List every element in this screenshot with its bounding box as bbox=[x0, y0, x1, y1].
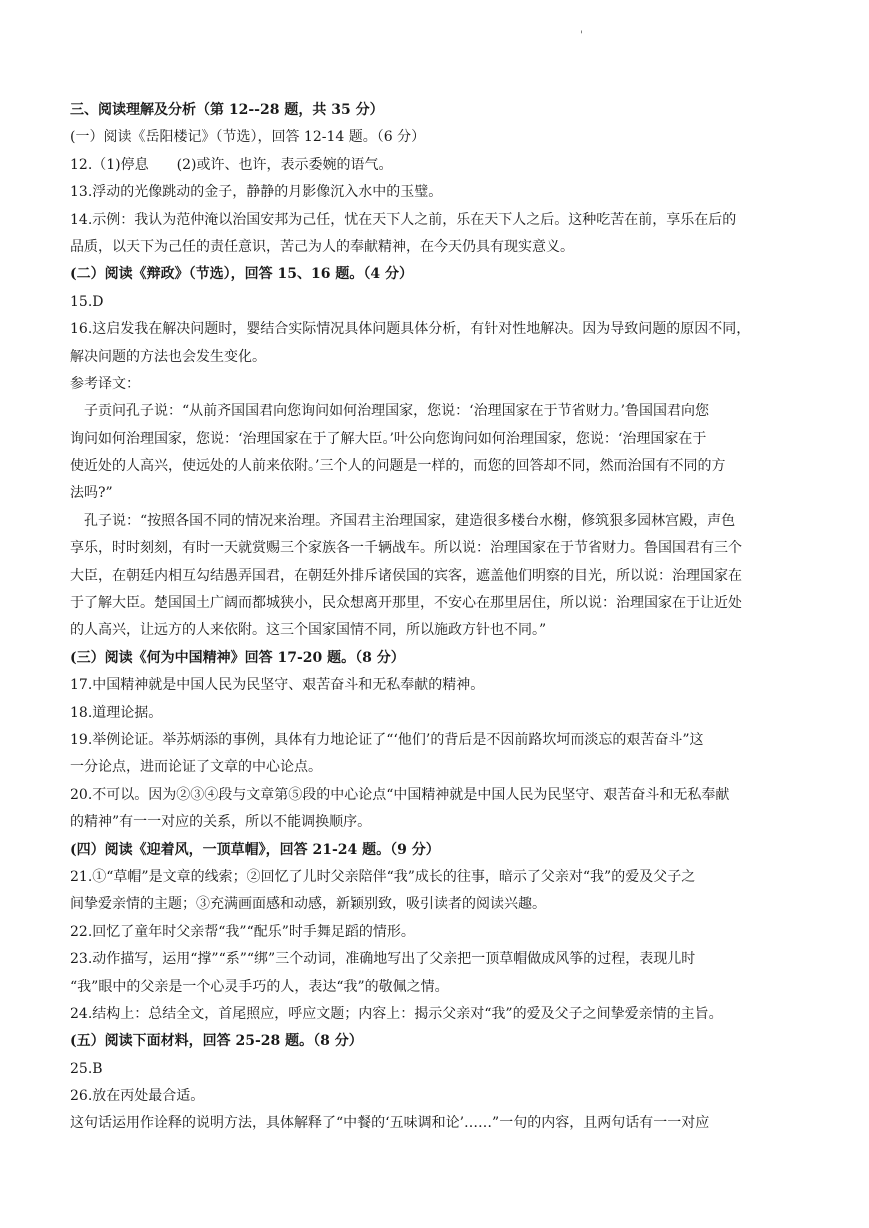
text-line: 一分论点，进而论证了文章的中心论点。 bbox=[70, 759, 322, 776]
text-line: “我”眼中的父亲是一个心灵手巧的人，表达“我”的敬佩之情。 bbox=[70, 978, 449, 995]
text-line: 孔子说：“按照各国不同的情况来治理。齐国君主治理国家，建造很多楼台水榭，修筑狠多园林宫殿，声色 bbox=[84, 512, 736, 529]
text-line: 14.示例：我认为范仲淹以治国安邦为己任，忧在天下人之前，乐在天下人之后。这种吃苦在前，享乐在后的 bbox=[70, 211, 737, 228]
text-line: 15.D bbox=[70, 293, 104, 310]
text-line: 22.回忆了童年时父亲帮“我”“配乐”时手舞足蹈的情形。 bbox=[70, 923, 415, 940]
text-line: 19.举例论证。举苏炳添的事例，具体有力地论证了“‘他们’的背后是不因前路坎坷而淡忘的艰苦奋斗”这 bbox=[70, 731, 704, 748]
header-mark: ' bbox=[580, 30, 583, 41]
text-line: 于了解大臣。楚国国土广阔而都城狭小，民众想离开那里，不安心在那里居住，所以说：治理国家在于让近处 bbox=[70, 595, 742, 612]
text-line: 20.不可以。因为②③④段与文章第⑤段的中心论点“中国精神就是中国人民为民坚守、艰苦奋斗和无私奉献 bbox=[70, 786, 730, 803]
section-heading: (二）阅读《辩政》（节选），回答 15、16 题。（4 分） bbox=[70, 266, 413, 283]
text-line: 23.动作描写，运用“撑”“系”“绑”三个动词，准确地写出了父亲把一顶草帽做成风筝的过程，表现儿时 bbox=[70, 951, 696, 968]
text-line: 16.这启发我在解决问题时，婴结合实际情况具体问题具体分析，有针对性地解决。因为导致问题的原因不同， bbox=[70, 321, 751, 338]
text-line: 子贡问孔子说：“从前齐国国君向您询问如何治理国家，您说：‘治理国家在于节省财力。’鲁国国君向您 bbox=[84, 403, 710, 420]
text-line: 参考译文： bbox=[70, 375, 140, 392]
document-body bbox=[70, 97, 800, 1138]
section-heading: (四）阅读《迎着风，一顶草帽》，回答 21-24 题。（9 分） bbox=[70, 841, 440, 858]
text-line: 间挚爱亲情的主题；③充满画面感和动感，新颖别致，吸引读者的阅读兴趣。 bbox=[70, 896, 546, 913]
text-line: 大臣，在朝廷内相互勾结愚弄国君，在朝廷外排斥诸侯国的宾客，遮盖他们明察的目光，所以说：治理国家在 bbox=[70, 567, 742, 584]
text-line: 13.浮动的光像跳动的金子，静静的月影像沉入水中的玉璧。 bbox=[70, 184, 443, 201]
text-line: 解决问题的方法也会发生变化。 bbox=[70, 348, 266, 365]
text-line: 17.中国精神就是中国人民为民坚守、艰苦奋斗和无私奉献的精神。 bbox=[70, 677, 485, 694]
text-line: 12.（1)停息 (2)或许、也许，表示委婉的语气。 bbox=[70, 156, 393, 173]
section-heading: (五）阅读下面材料，回答 25-28 题。（8 分） bbox=[70, 1033, 363, 1050]
text-line: 18.道理论据。 bbox=[70, 704, 163, 721]
text-line: 的精神”有一一对应的关系，所以不能调换顺序。 bbox=[70, 814, 372, 831]
text-line: 这句话运用作诠释的说明方法，具体解释了“中餐的‘五味调和论’……”一句的内容，且两句话有一一对应 bbox=[70, 1115, 710, 1132]
section-heading: 三、阅读理解及分析（第 12--28 题，共 35 分） bbox=[70, 102, 384, 118]
text-line: 享乐，时时刻刻，有时一天就赏赐三个家族各一千辆战车。所以说：治理国家在于节省财力。鲁国国君有三个 bbox=[70, 540, 742, 557]
text-line: 法吗?” bbox=[70, 485, 113, 502]
section-heading: (三）阅读《何为中国精神》回答 17-20 题。（8 分） bbox=[70, 649, 405, 666]
text-line: 24.结构上：总结全文，首尾照应，呼应文题；内容上：揭示父亲对“我”的爱及父子之间挚爱亲情的主旨。 bbox=[70, 1005, 723, 1022]
text-line: 21.①“草帽”是文章的线索；②回忆了儿时父亲陪伴“我”成长的往事，暗示了父亲对“我”的爱及父子之 bbox=[70, 868, 696, 885]
text-line: (一）阅读《岳阳楼记》（节选），回答 12-14 题。（6 分） bbox=[70, 129, 426, 146]
text-line: 品质，以天下为己任的责任意识，苦己为人的奉献精神，在今天仍具有现实意义。 bbox=[70, 238, 574, 255]
text-line: 使近处的人高兴，使远处的人前来依附。’三个人的问题是一样的，而您的回答却不同，然而治国有不同的方 bbox=[70, 458, 726, 475]
text-line: 的人高兴，让远方的人来依附。这三个国家国情不同，所以施政方针也不同。” bbox=[70, 622, 547, 639]
text-line: 25.B bbox=[70, 1060, 103, 1077]
text-line: 询问如何治理国家，您说：‘治理国家在于了解大臣。’叶公向您询问如何治理国家，您说：‘治理国家在于 bbox=[70, 430, 707, 447]
text-line: 26.放在丙处最合适。 bbox=[70, 1088, 205, 1105]
